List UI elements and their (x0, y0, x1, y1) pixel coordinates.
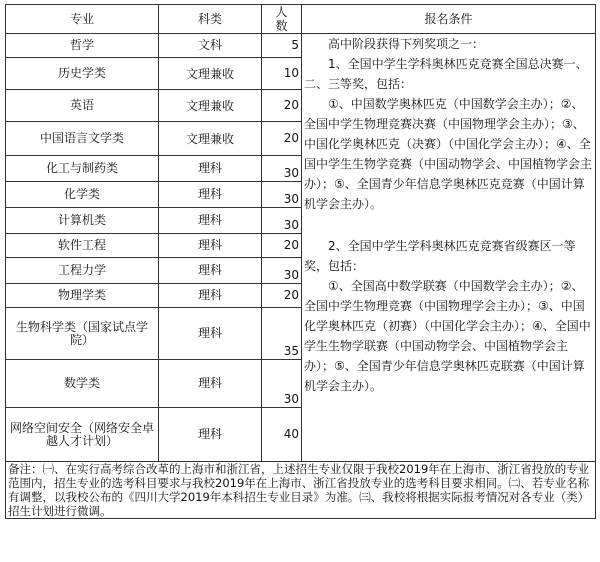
count-cell: 10 (262, 58, 302, 90)
major-cell: 软件工程 (6, 234, 159, 258)
condition-item1-body: ①、中国数学奥林匹克（中国数学会主办）；②、全国中学生物理竞赛决赛（中国物理学会主办）；③、中国化学奥林匹克（决赛）（中国化学会主办）；④、全国中学生生物学竞赛（中国动物学会、中国植物学会主办）；⑤、全国青少年信息学奥林匹克竞赛（中国计算机学会主办）。 (304, 97, 593, 211)
category-cell: 文理兼收 (159, 122, 262, 156)
category-cell: 文科 (159, 34, 262, 58)
category-cell: 理科 (159, 284, 262, 308)
major-cell: 英语 (6, 90, 159, 122)
count-cell: 30 (262, 208, 302, 234)
category-cell: 理科 (159, 258, 262, 284)
admission-table (5, 4, 596, 519)
count-cell: 40 (262, 408, 302, 462)
count-cell: 35 (262, 308, 302, 360)
notes-cell: 备注：㈠、在实行高考综合改革的上海市和浙江省，上述招生专业仅限于我校2019年在上海市、浙江省投放的专业范围内，招生专业的选考科目要求与我校2019年在上海市、浙江省投放专业的选考科目要求相同。㈡、若专业名称有调整，以我校公布的《四川大学2019年本科招生专业目录》为准。㈢、我校将根据实际报考情况对各专业（类）招生计划进行微调。 (6, 462, 596, 519)
category-cell: 文理兼收 (159, 90, 262, 122)
major-cell: 历史学类 (6, 58, 159, 90)
header-row (6, 5, 596, 34)
count-cell: 30 (262, 360, 302, 408)
major-cell: 数学类 (6, 360, 159, 408)
count-cell: 20 (262, 122, 302, 156)
major-cell: 计算机类 (6, 208, 159, 234)
major-cell: 网络空间安全（网络安全卓越人才计划） (6, 408, 159, 462)
header-major: 专业 (6, 5, 159, 34)
condition-item2-title: 2、全国中学生学科奥林匹克竞赛省级赛区一等奖，包括： (304, 239, 576, 273)
count-cell: 30 (262, 258, 302, 284)
category-cell: 理科 (159, 208, 262, 234)
count-cell: 30 (262, 182, 302, 208)
major-cell: 中国语言文学类 (6, 122, 159, 156)
header-count-char-2: 数 (275, 19, 288, 33)
count-cell: 20 (262, 234, 302, 258)
major-cell: 生物科学类（国家试点学院） (6, 308, 159, 360)
condition-item2-body: ①、全国高中数学联赛（中国数学会主办）；②、全国中学生物理竞赛（中国物理学会主办）；③、中国化学奥林匹克（初赛）（中国化学会主办）；④、全国中学生生物学联赛（中国动物学会、中国植物学会主办）；⑤、全国青少年信息学奥林匹克联赛（中国计算机学会主办）。 (304, 279, 591, 393)
condition-item1-title: 1、全国中学生学科奥林匹克竞赛全国总决赛一、二、三等奖，包括： (304, 57, 588, 91)
category-cell: 理科 (159, 408, 262, 462)
count-cell: 20 (262, 90, 302, 122)
category-cell: 理科 (159, 156, 262, 182)
count-cell: 20 (262, 284, 302, 308)
category-cell: 理科 (159, 308, 262, 360)
condition-intro: 高中阶段获得下列奖项之一： (328, 37, 485, 51)
count-cell: 5 (262, 34, 302, 58)
major-cell: 工程力学 (6, 258, 159, 284)
header-condition: 报名条件 (302, 5, 596, 34)
header-count-char-1: 人 (275, 5, 288, 19)
header-category: 科类 (159, 5, 262, 34)
major-cell: 哲学 (6, 34, 159, 58)
condition-cell (302, 34, 596, 462)
table-row (6, 34, 596, 58)
major-cell: 化学类 (6, 182, 159, 208)
category-cell: 理科 (159, 360, 262, 408)
header-count (262, 5, 302, 34)
major-cell: 物理学类 (6, 284, 159, 308)
category-cell: 文理兼收 (159, 58, 262, 90)
count-cell: 30 (262, 156, 302, 182)
notes-row (6, 462, 596, 519)
category-cell: 理科 (159, 234, 262, 258)
major-cell: 化工与制药类 (6, 156, 159, 182)
category-cell: 理科 (159, 182, 262, 208)
